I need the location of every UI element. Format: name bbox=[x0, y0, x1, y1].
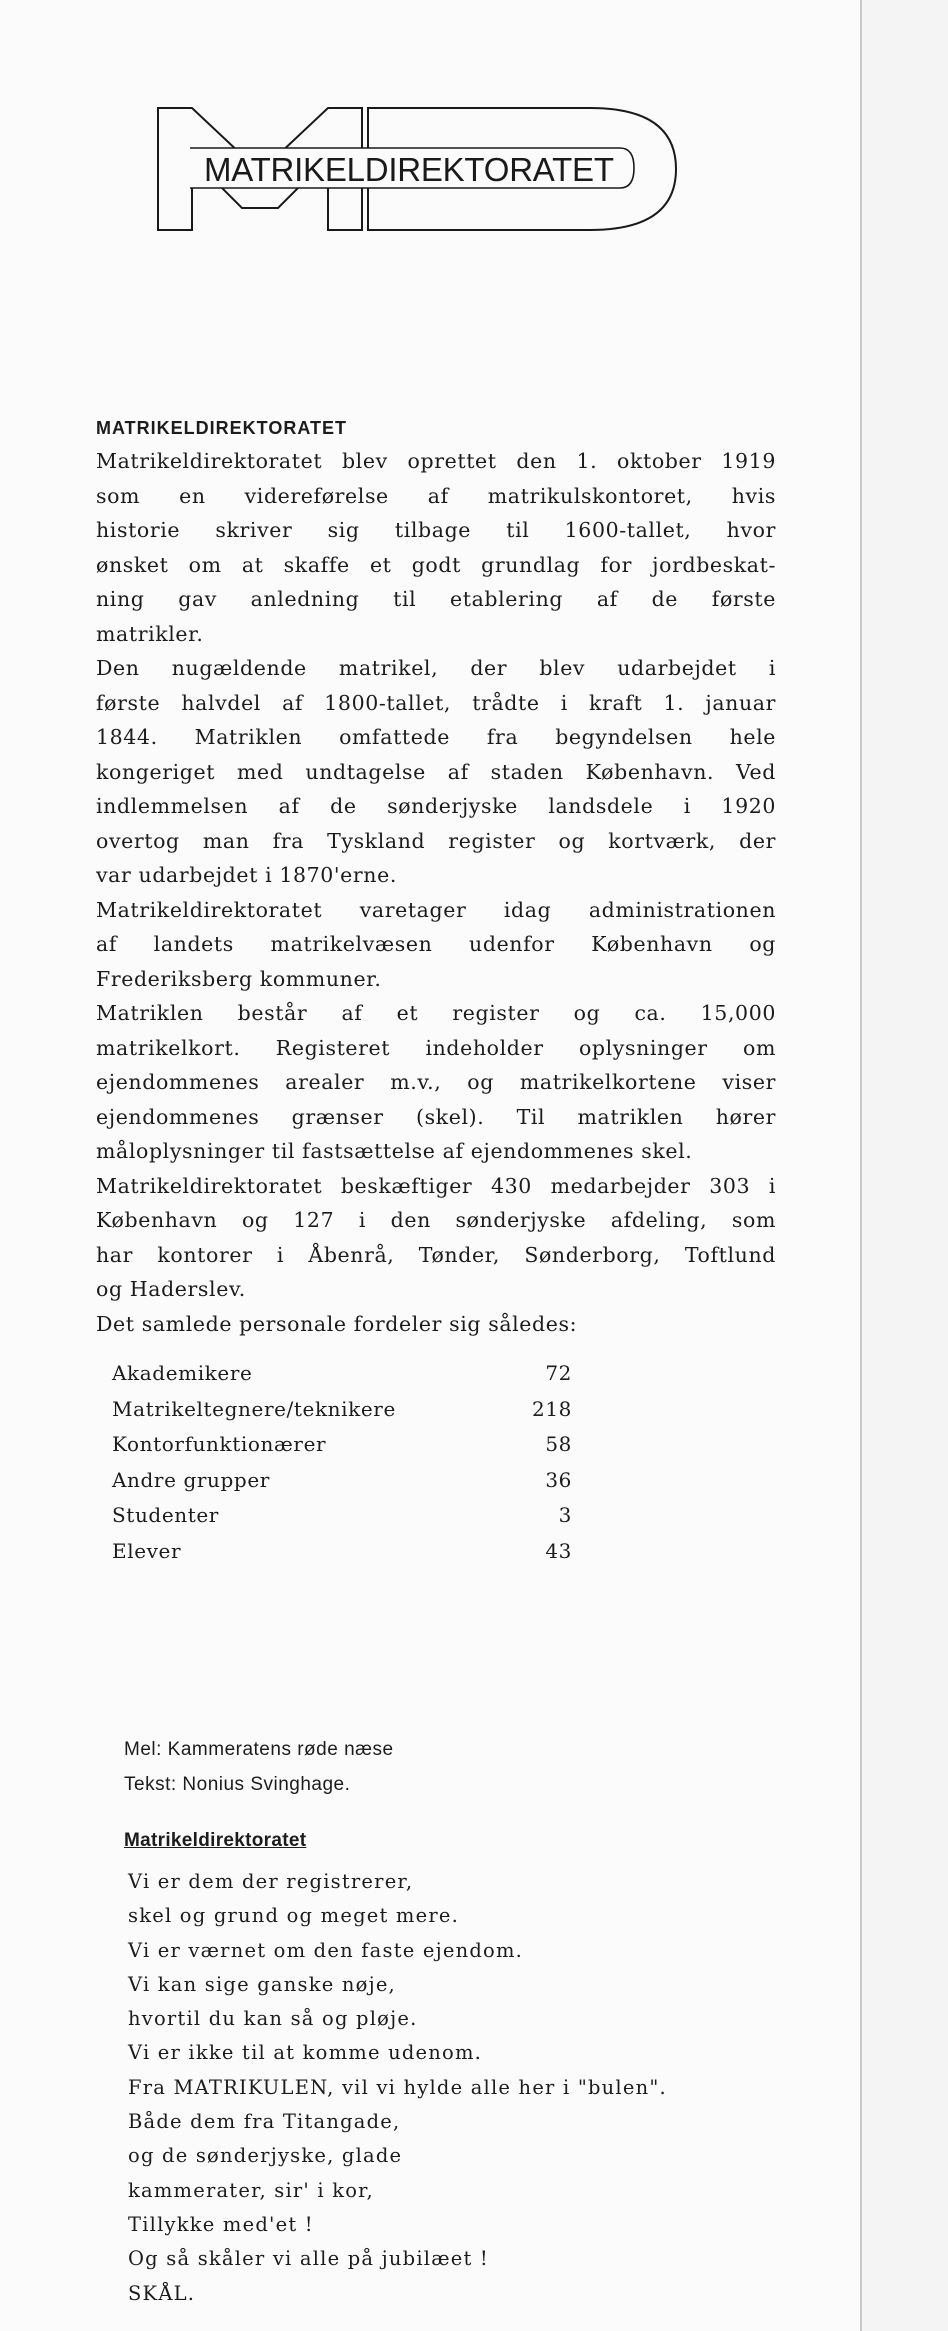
staff-row bbox=[112, 1534, 572, 1570]
song-line: kammerater, sir' i kor, bbox=[128, 2178, 374, 2202]
paragraph-line: var udarbejdet i 1870'erne. bbox=[96, 863, 397, 887]
song-line: Tillykke med'et ! bbox=[128, 2212, 314, 2236]
song-line: Vi er dem der registrerer, bbox=[128, 1870, 414, 1893]
staff-row bbox=[112, 1356, 572, 1392]
paragraph-line: Matrikeldirektoratet blev oprettet den 1. oktober 1919 bbox=[96, 449, 776, 473]
body-text bbox=[96, 444, 776, 1341]
lyrics-line: Tekst: Nonius Svinghage. bbox=[124, 1774, 351, 1795]
paragraph bbox=[96, 444, 776, 651]
page-heading: MATRIKELDIREKTORATET bbox=[96, 418, 347, 438]
paragraph-line: Det samlede personale fordeler sig således: bbox=[96, 1311, 578, 1336]
song-line: Vi er værnet om den faste ejendom. bbox=[128, 1938, 524, 1962]
staff-row bbox=[112, 1392, 572, 1428]
md-logo bbox=[150, 100, 690, 240]
paragraph-line: ning gav anledning til etablering af de første bbox=[96, 587, 776, 611]
staff-count: 43 bbox=[545, 1538, 572, 1563]
paragraph bbox=[96, 1307, 776, 1342]
song-line: og de sønderjyske, glade bbox=[128, 2144, 403, 2168]
paragraph-line: måloplysninger til fastsættelse af ejendommenes skel. bbox=[96, 1139, 693, 1163]
staff-count: 72 bbox=[545, 1361, 572, 1385]
staff-category: Akademikere bbox=[112, 1361, 253, 1385]
paragraph-line: Frederiksberg kommuner. bbox=[96, 966, 382, 991]
paragraph-line: og Haderslev. bbox=[96, 1277, 246, 1301]
paragraph-line: Matriklen består af et register og ca. 15,000 bbox=[96, 1001, 776, 1025]
song-lyrics bbox=[128, 1865, 667, 2311]
paragraph-line: ejendommenes grænser (skel). Til matriklen hører bbox=[96, 1104, 776, 1129]
staff-category: Studenter bbox=[112, 1503, 219, 1528]
staff-count: 36 bbox=[545, 1467, 572, 1492]
staff-row bbox=[112, 1427, 572, 1463]
scan-margin bbox=[862, 0, 948, 2331]
paragraph-line: Matrikeldirektoratet beskæftiger 430 medarbejder 303 i bbox=[96, 1173, 776, 1198]
staff-count: 218 bbox=[532, 1396, 572, 1421]
paragraph-line: indlemmelsen af de sønderjyske landsdele i 1920 bbox=[96, 794, 776, 818]
paragraph-line: ejendommenes arealer m.v., og matrikelkortene viser bbox=[96, 1070, 776, 1094]
staff-category: Kontorfunktionærer bbox=[112, 1432, 327, 1457]
paragraph-line: 1844. Matriklen omfattede fra begyndelsen hele bbox=[96, 725, 776, 749]
paragraph-line: matrikelkort. Registeret indeholder oplysninger om bbox=[96, 1035, 776, 1060]
staff-category: Elever bbox=[112, 1538, 182, 1563]
paragraph bbox=[96, 996, 776, 1169]
paragraph-line: Matrikeldirektoratet varetager idag administrationen bbox=[96, 897, 776, 922]
paragraph-line: kongeriget med undtagelse af staden København. Ved bbox=[96, 759, 776, 784]
song-title: Matrikeldirektoratet bbox=[124, 1830, 307, 1851]
paragraph bbox=[96, 1169, 776, 1307]
staff-row bbox=[112, 1498, 572, 1534]
staff-category: Andre grupper bbox=[112, 1467, 270, 1492]
paragraph-line: som en videreførelse af matrikulskontoret, hvis bbox=[96, 483, 776, 508]
paragraph-line: matrikler. bbox=[96, 621, 204, 646]
paragraph-line: har kontorer i Åbenrå, Tønder, Sønderborg, Toftlund bbox=[96, 1242, 776, 1267]
staff-count: 3 bbox=[558, 1503, 572, 1528]
song-line: Og så skåler vi alle på jubilæet ! bbox=[128, 2247, 489, 2271]
song-line: Fra MATRIKULEN, vil vi hylde alle her i "bulen". bbox=[128, 2075, 667, 2099]
paragraph-line: overtog man fra Tyskland register og kortværk, der bbox=[96, 828, 776, 853]
paragraph-line: Den nugældende matrikel, der blev udarbejdet i bbox=[96, 656, 776, 680]
song-line: Vi er ikke til at komme udenom. bbox=[128, 2041, 483, 2065]
paragraph-line: første halvdel af 1800-tallet, trådte i kraft 1. januar bbox=[96, 690, 776, 715]
song-line: Vi kan sige ganske nøje, bbox=[128, 1972, 396, 1996]
paragraph bbox=[96, 651, 776, 893]
song-line: SKÅL. bbox=[128, 2281, 196, 2305]
song-line: Både dem fra Titangade, bbox=[128, 2110, 401, 2134]
paragraph-line: København og 127 i den sønderjyske afdeling, som bbox=[96, 1208, 776, 1232]
melody-line: Mel: Kammeratens røde næse bbox=[124, 1739, 394, 1760]
paragraph-line: ønsket om at skaffe et godt grundlag for jordbeskat- bbox=[96, 552, 776, 577]
staff-table bbox=[112, 1356, 572, 1570]
song-credits bbox=[124, 1732, 394, 1802]
logo-text: MATRIKELDIREKTORATET bbox=[204, 151, 614, 188]
song-line: hvortil du kan så og pløje. bbox=[128, 2007, 418, 2031]
staff-category: Matrikeltegnere/teknikere bbox=[112, 1396, 396, 1421]
staff-row bbox=[112, 1463, 572, 1499]
paragraph-line: af landets matrikelvæsen udenfor København og bbox=[96, 932, 776, 956]
paragraph-line: historie skriver sig tilbage til 1600-tallet, hvor bbox=[96, 518, 776, 542]
staff-count: 58 bbox=[545, 1432, 572, 1457]
paragraph bbox=[96, 893, 776, 997]
song-line: skel og grund og meget mere. bbox=[128, 1904, 460, 1928]
